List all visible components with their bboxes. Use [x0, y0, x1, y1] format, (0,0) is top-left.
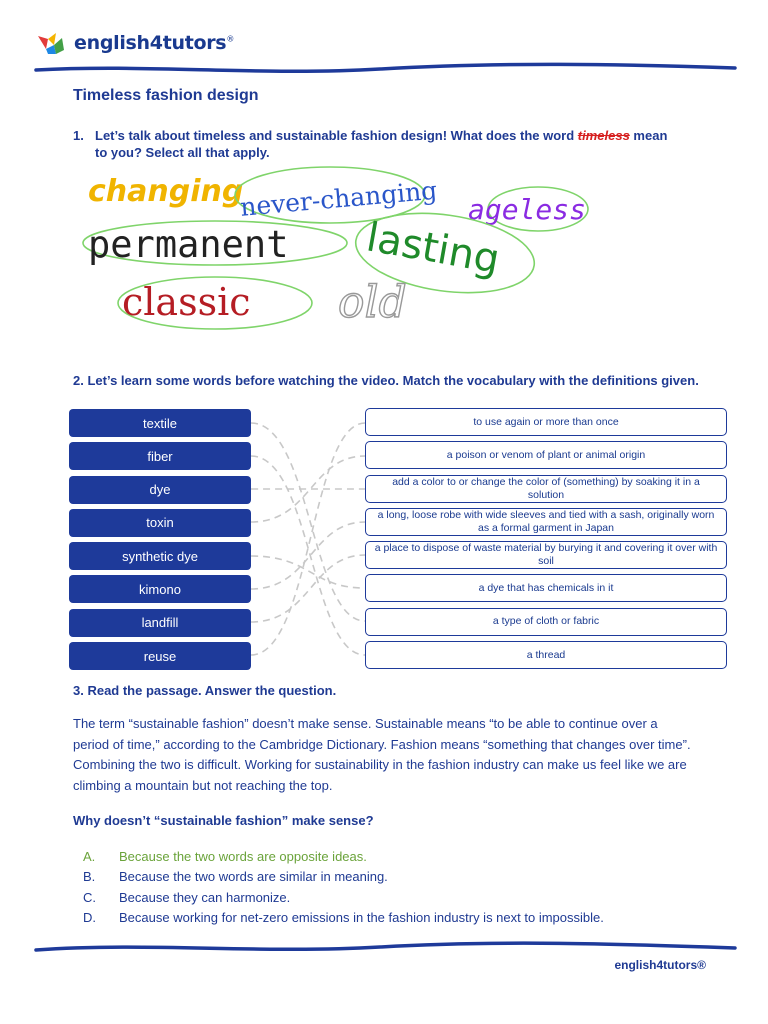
option-text: Because the two words are similar in meaning.	[119, 869, 388, 885]
term-dye[interactable]: dye	[69, 476, 251, 504]
reading-passage: The term “sustainable fashion” doesn’t make sense. Sustainable means “to be able to continue over a period of time,” according to the Cambridge Dictionary. Fashion means “something that changes over time”. Combining the two is difficult. Working for sustainability in the fashion industry can make us feel like we are climbing a mountain but not reaching the top.	[73, 716, 691, 793]
definition-1[interactable]: to use again or more than once	[365, 408, 727, 436]
option-letter: B.	[83, 869, 96, 885]
term-kimono[interactable]: kimono	[69, 575, 251, 603]
definition-8[interactable]: a thread	[365, 641, 727, 669]
svg-text:classic: classic	[122, 280, 251, 324]
option-letter: D.	[83, 909, 96, 925]
brand-logo	[36, 30, 234, 56]
svg-text:never-changing: never-changing	[239, 175, 439, 222]
definitions-column	[365, 408, 727, 674]
option-b[interactable]	[83, 867, 604, 887]
footer-brand: english4tutors®	[614, 958, 706, 972]
term-toxin[interactable]: toxin	[69, 509, 251, 537]
question-2: 2. Let’s learn some words before watching the video. Match the vocabulary with the definitions given.	[73, 373, 699, 388]
word-never-changing[interactable]	[235, 167, 438, 223]
definition-6[interactable]: a dye that has chemicals in it	[365, 574, 727, 602]
term-landfill[interactable]: landfill	[69, 609, 251, 637]
comprehension-question: Why doesn’t “sustainable fashion” make sense?	[73, 813, 374, 828]
svg-text:ageless: ageless	[468, 193, 587, 226]
word-changing[interactable]	[88, 174, 243, 209]
term-reuse[interactable]: reuse	[69, 642, 251, 670]
option-a[interactable]	[83, 847, 604, 867]
header-wave-divider	[0, 60, 768, 84]
question-1: 1. Let’s talk about timeless and sustainable fashion design! What does the word timeless mean to you? Select all that apply.	[73, 128, 668, 160]
word-cloud	[80, 165, 620, 335]
terms-column	[69, 409, 251, 675]
option-letter: A.	[83, 849, 96, 864]
brand-name: english4tutors®	[74, 32, 235, 54]
term-textile[interactable]: textile	[69, 409, 251, 437]
definition-5[interactable]: a place to dispose of waste material by burying it and covering it over with soil	[365, 541, 727, 569]
logo-mark-icon	[36, 30, 66, 56]
term-synthetic-dye[interactable]: synthetic dye	[69, 542, 251, 570]
word-old[interactable]	[338, 277, 407, 328]
definition-7[interactable]: a type of cloth or fabric	[365, 608, 727, 636]
word-permanent[interactable]	[83, 221, 347, 266]
option-d[interactable]	[83, 908, 604, 928]
svg-text:permanent: permanent	[88, 223, 289, 266]
option-text: Because working for net-zero emissions in the fashion industry is next to impossible.	[119, 909, 604, 925]
matching-guide-lines	[251, 405, 365, 675]
option-letter: C.	[83, 889, 96, 905]
svg-text:changing: changing	[88, 174, 244, 209]
definition-4[interactable]: a long, loose robe with wide sleeves and tied with a sash, originally worn as a formal garment in Japan	[365, 508, 727, 536]
svg-text:old: old	[338, 277, 407, 328]
term-fiber[interactable]: fiber	[69, 442, 251, 470]
question-3-heading: 3. Read the passage. Answer the question.	[73, 683, 337, 698]
struck-word: timeless	[577, 128, 630, 143]
definition-3[interactable]: add a color to or change the color of (something) by soaking it in a solution	[365, 475, 727, 503]
answer-options	[83, 847, 604, 928]
option-text: Because the two words are opposite ideas.	[119, 849, 367, 864]
option-text: Because they can harmonize.	[119, 889, 291, 905]
page-title: Timeless fashion design	[73, 87, 259, 104]
option-c[interactable]	[83, 888, 604, 908]
definition-2[interactable]: a poison or venom of plant or animal origin	[365, 441, 727, 469]
word-classic[interactable]	[118, 277, 312, 329]
svg-text:lasting: lasting	[363, 214, 503, 283]
